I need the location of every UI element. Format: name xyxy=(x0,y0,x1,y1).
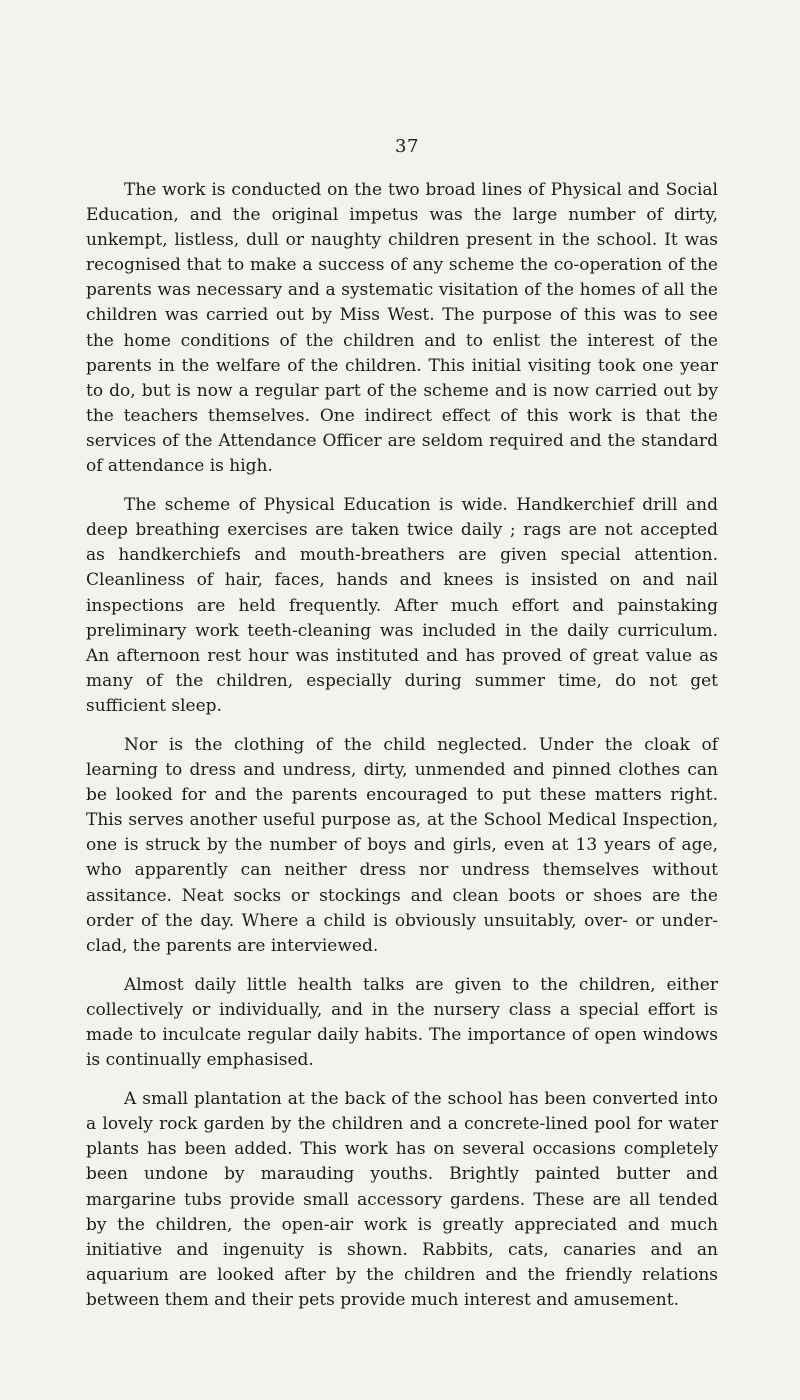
paragraph-health-talks: Almost daily little health talks are given to the children, either collectively or individually, and in the nursery class a special effort is made to inculcate regular daily habits. The importance of open windows is continually emphasised. xyxy=(86,974,718,1071)
paragraph-physical-education-scheme: The scheme of Physical Education is wide. Handkerchief drill and deep breathing exercises are taken twice daily ; rags are not accepted as handkerchiefs and mouth-breathers are given special attention. Cleanliness of hair, faces, hands and knees is insisted on and nail inspections are held frequently. After much effort and painstaking preliminary work teeth-cleaning was included in the daily curriculum. An afternoon rest hour was instituted and has proved of great value as many of the children, especially during summer time, do not get sufficient sleep. xyxy=(86,495,718,716)
paragraph-rock-garden: A small plantation at the back of the school has been converted into a lovely rock garden by the children and a concrete-lined pool for water plants has been added. This work has on several occasions completely been undone by marauding youths. Brightly painted butter and margarine tubs provide small accessory gardens. These are all tended by the children, the open-air work is greatly appreciated and much initiative and ingenuity is shown. Rabbits, cats, canaries and an aquarium are looked after by the children and the friendly relations between them and their pets provide much interest and amusement. xyxy=(86,1089,718,1310)
paragraph-clothing: Nor is the clothing of the child neglected. Under the cloak of learning to dress and undress, dirty, unmended and pinned clothes can be looked for and the parents encouraged to put these matters right. This serves another useful purpose as, at the School Medical Inspection, one is struck by the number of boys and girls, even at 13 years of age, who apparently can neither dress nor undress themselves without assitance. Neat socks or stockings and clean boots or shoes are the order of the day. Where a child is obviously unsuitably, over- or under-clad, the parents are interviewed. xyxy=(86,734,718,956)
page-number: 37 xyxy=(395,136,419,157)
paragraph-physical-social-education: The work is conducted on the two broad lines of Physical and Social Education, and the original impetus was the large number of dirty, unkempt, listless, dull or naughty children present in the school. It was recognised that to make a success of any scheme the co-operation of the parents was necessary and a systematic visitation of the homes of all the children was carried out by Miss West. The purpose of this was to see the home conditions of the children and to enlist the interest of the parents in the welfare of the children. This initial visiting took one year to do, but is now a regular part of the scheme and is now carried out by the teachers themselves. One indirect effect of this work is that the services of the Attendance Officer are seldom required and the standard of attendance is high. xyxy=(86,180,718,477)
body-text xyxy=(86,178,718,1327)
